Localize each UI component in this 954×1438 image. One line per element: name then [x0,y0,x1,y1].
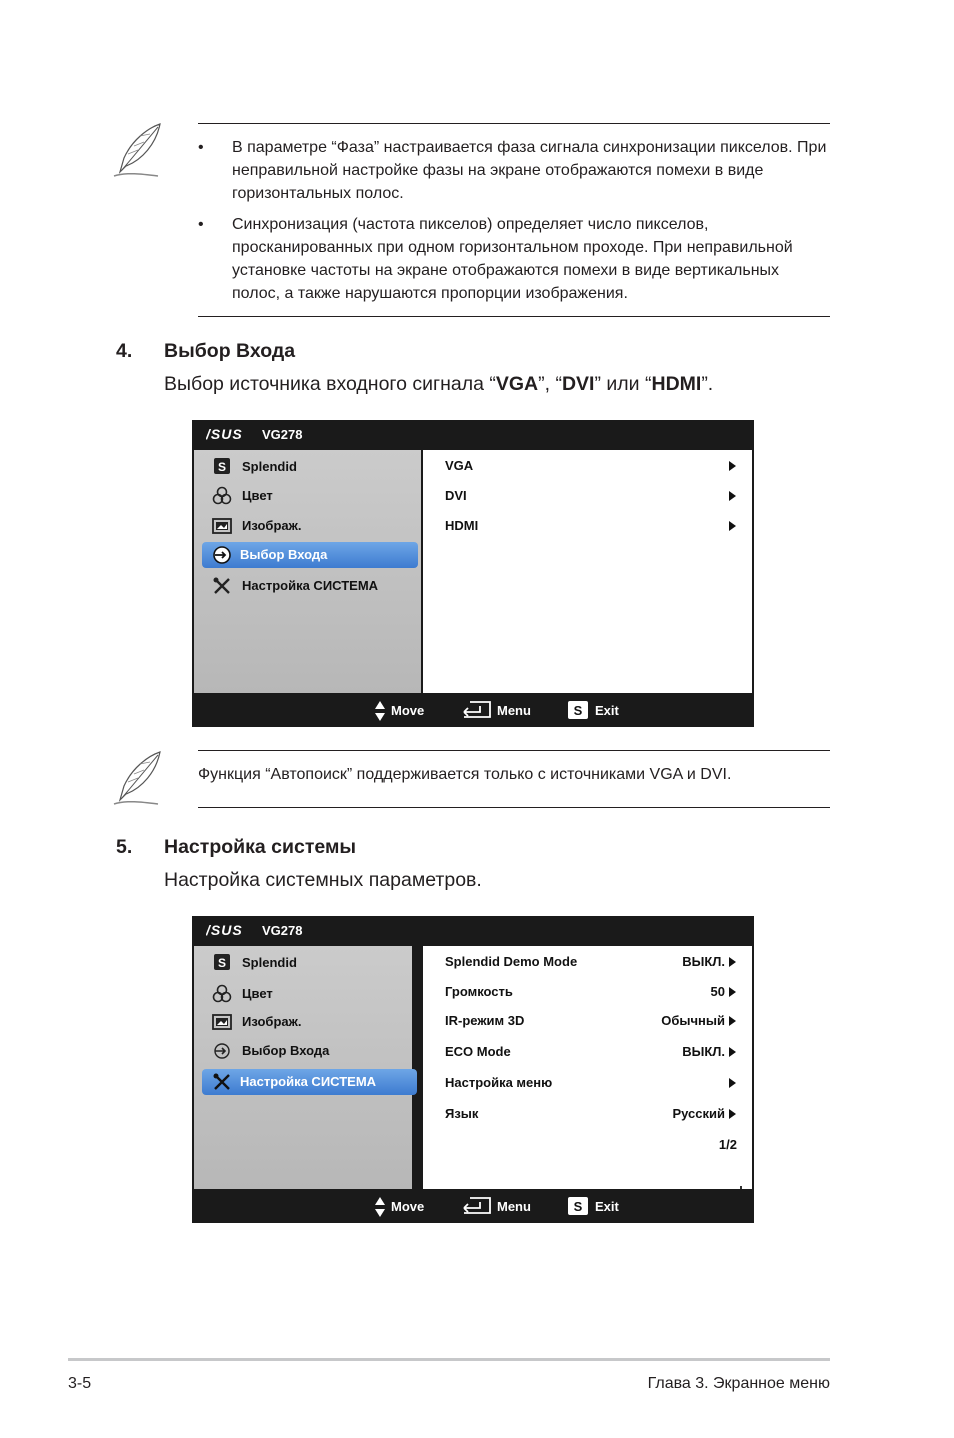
page-indicator: 1/2 [718,1137,737,1152]
option-eco-mode[interactable]: ECO Mode ВЫКЛ. [445,1044,745,1064]
move-arrows-icon [375,700,385,722]
section-4-heading: 4. Выбор Входа [116,340,296,362]
option-hdmi[interactable]: HDMI [445,518,735,538]
menu-item-system-setup[interactable]: Настройка СИСТЕМА [204,573,409,599]
footer-move: Move [391,703,425,718]
osd-input-select [192,420,754,727]
color-icon [212,486,232,506]
input-select-icon [212,545,232,565]
color-icon [212,984,232,1004]
osd-model: VG278 [262,427,303,442]
osd-options [423,450,752,693]
menu-item-splendid[interactable]: S Splendid [204,950,409,976]
note-block-autosearch: Функция “Автопоиск” поддерживается только с источниками VGA и DVI. [198,750,830,808]
menu-item-color[interactable]: Цвет [204,483,409,509]
arrow-right-icon [729,461,736,471]
osd-system-setup [192,916,754,1223]
arrow-right-icon [729,1109,736,1119]
image-icon [212,1012,232,1032]
menu-enter-icon [462,1196,492,1216]
option-dvi[interactable]: DVI [445,488,735,508]
system-setup-icon [212,1072,232,1092]
section-4-description: Выбор источника входного сигнала “VGA”, “DVI” или “HDMI”. [164,373,714,395]
arrow-right-icon [729,957,736,967]
exit-s-icon [568,1197,588,1215]
menu-item-input-select[interactable]: Выбор Входа [202,542,418,568]
osd-options [423,946,752,1189]
feather-note-icon [112,750,164,808]
menu-item-input-select[interactable]: Выбор Входа [204,1038,409,1064]
osd-menu [194,946,412,1189]
osd-menu [194,450,421,693]
menu-item-system-setup[interactable]: Настройка СИСТЕМА [202,1069,417,1095]
section-5-description: Настройка системных параметров. [164,869,482,891]
option-splendid-demo-mode[interactable]: Splendid Demo Mode ВЫКЛ. [445,954,745,974]
osd-footer [192,1189,754,1223]
move-arrows-icon [375,1196,385,1218]
menu-item-image[interactable]: Изображ. [204,1009,409,1035]
option-language[interactable]: Язык Русский [445,1106,745,1126]
svg-text:S: S [573,1199,583,1214]
option-vga[interactable]: VGA [445,458,735,478]
footer-menu: Menu [497,703,531,718]
section-5-heading: 5. Настройка системы [116,836,357,858]
arrow-right-icon [729,1047,736,1057]
arrow-right-icon [729,1016,736,1026]
option-menu-setup[interactable]: Настройка меню [445,1075,745,1095]
input-select-icon [212,1041,232,1061]
splendid-icon [212,457,232,477]
menu-item-splendid[interactable]: S Splendid [204,454,409,480]
svg-text:S: S [217,460,227,474]
osd-footer [192,693,754,727]
footer-exit: Exit [595,1199,619,1214]
svg-text:S: S [217,956,227,970]
asus-logo-icon [206,923,258,937]
svg-text:/SUS: /SUS [206,427,243,441]
svg-text:/SUS: /SUS [206,923,243,937]
osd-header [192,420,754,450]
option-ir-3d-mode[interactable]: IR-режим 3D Обычный [445,1013,745,1033]
footer-exit: Exit [595,703,619,718]
image-icon [212,516,232,536]
osd-header [192,916,754,946]
footer-move: Move [391,1199,425,1214]
asus-logo-icon [206,427,258,441]
footer-divider [68,1358,830,1361]
arrow-right-icon [729,1078,736,1088]
note-block-phase [198,123,830,317]
menu-item-image[interactable]: Изображ. [204,513,409,539]
arrow-right-icon [729,491,736,501]
menu-item-color[interactable]: Цвет [204,981,409,1007]
feather-note-icon [112,122,164,180]
chapter-title: Глава 3. Экранное меню [647,1375,830,1392]
arrow-right-icon [729,987,736,997]
arrow-right-icon [729,521,736,531]
footer-menu: Menu [497,1199,531,1214]
splendid-icon [212,953,232,973]
osd-model: VG278 [262,923,303,938]
note-bullet-clock: • Синхронизация (частота пикселов) определяет число пикселов, просканированных при одном горизонтальном проходе. При неправильной установке частоты на экране отображаются помехи в виде вертикальных полос, а также нарушаются пропорции изображения. [198,216,793,302]
exit-s-icon [568,701,588,719]
svg-text:S: S [573,703,583,718]
note-bullet-phase: • В параметре “Фаза” настраивается фаза сигнала синхронизации пикселов. При неправильной настройке фазы на экране отображаются помехи в виде горизонтальных полос. [198,139,827,202]
menu-enter-icon [462,700,492,720]
option-volume[interactable]: Громкость 50 [445,984,745,1004]
system-setup-icon [212,576,232,596]
page-number: 3-5 [68,1375,92,1392]
